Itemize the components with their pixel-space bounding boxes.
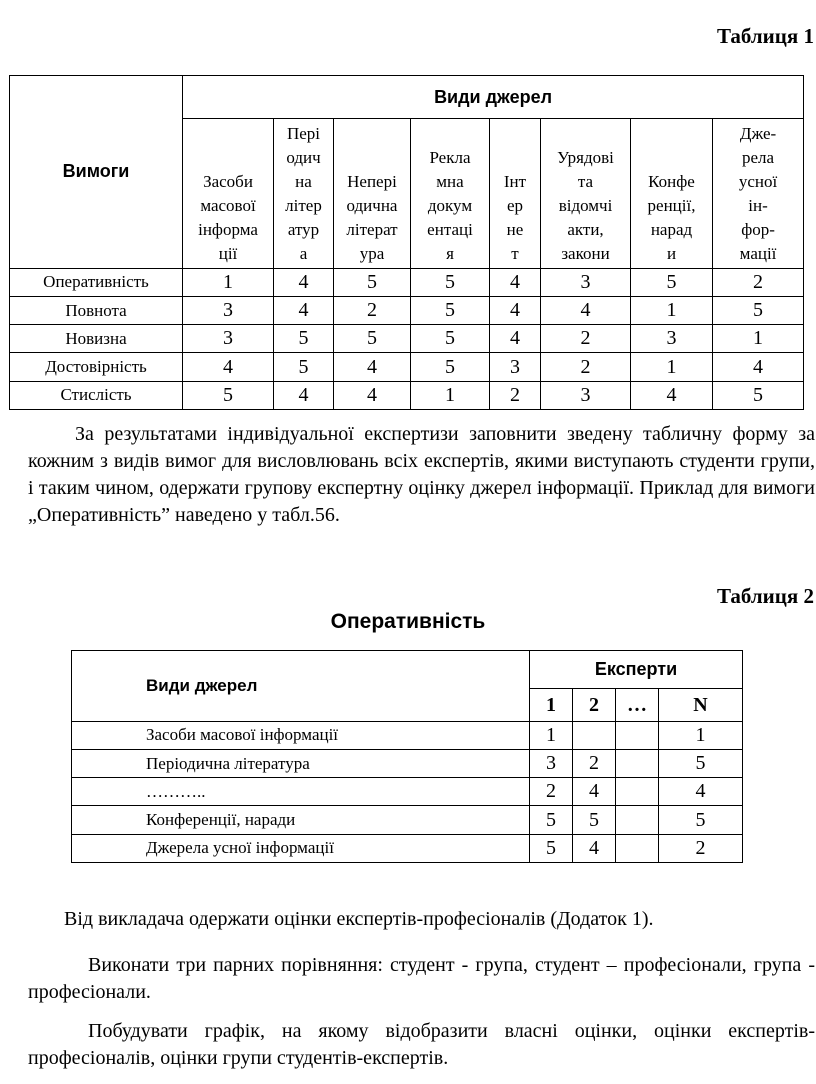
table2-sources-header: Види джерел xyxy=(72,651,530,722)
table2-cell xyxy=(616,749,659,777)
table1-cell: 3 xyxy=(183,325,274,353)
table1-cell: 5 xyxy=(713,381,804,409)
column-header-line: мації xyxy=(739,243,777,263)
table1-cell: 1 xyxy=(631,296,713,324)
table2-source-name: Конференції, наради xyxy=(72,806,530,834)
table1-cell: 2 xyxy=(541,353,631,381)
column-header-line: літерат xyxy=(346,219,398,239)
column-header-line: інформа xyxy=(198,219,258,239)
table2-expert-column: … xyxy=(616,689,659,721)
table-row xyxy=(72,834,743,862)
paragraph-4: Побудувати графік, на якому відобразити власні оцінки, оцінки експертів-професіоналів, оцінки групи студентів-експертів. xyxy=(28,1020,815,1069)
table1-cell: 2 xyxy=(713,268,804,296)
column-header-line: Інт xyxy=(503,171,527,191)
table1-row-name: Повнота xyxy=(10,296,183,324)
table2-caption: Таблиця 2 xyxy=(716,584,814,608)
table1 xyxy=(9,75,804,410)
column-header-line: рела xyxy=(742,147,775,167)
table2-cell: 5 xyxy=(530,834,573,862)
table1-column-header xyxy=(631,119,713,268)
table2-source-name: Засоби масової інформації xyxy=(72,721,530,749)
column-header-line: я xyxy=(446,243,454,263)
column-header-line: на xyxy=(295,171,312,191)
table2-cell: 5 xyxy=(530,806,573,834)
table1-column-header xyxy=(334,119,411,268)
table1-cell: 3 xyxy=(490,353,541,381)
table2-cell xyxy=(616,778,659,806)
column-header-line: ентаці xyxy=(427,219,473,239)
table1-cell: 3 xyxy=(541,381,631,409)
table1-cell: 2 xyxy=(334,296,411,324)
table1-cell: 5 xyxy=(411,353,490,381)
column-header-line: одична xyxy=(346,195,398,215)
table1-cell: 2 xyxy=(541,325,631,353)
table2-cell xyxy=(616,834,659,862)
table-row xyxy=(10,325,804,353)
table-row xyxy=(72,749,743,777)
table1-cell: 5 xyxy=(274,325,334,353)
table1-corner-header: Вимоги xyxy=(10,76,183,269)
column-header-line: акти, xyxy=(567,219,604,239)
table2-title: Оперативність xyxy=(330,610,486,633)
table1-row-name: Стислість xyxy=(10,381,183,409)
table1-cell: 4 xyxy=(713,353,804,381)
table1-cell: 4 xyxy=(334,381,411,409)
table1-cell: 5 xyxy=(411,325,490,353)
table2-expert-column: 1 xyxy=(530,689,573,721)
column-header-line: закони xyxy=(561,243,610,263)
table1-cell: 4 xyxy=(490,296,541,324)
paragraph-1: За результатами індивідуальної експертизи заповнити зведену табличну форму за кожним з видів вимог для висловлювань всіх експертів, якими виступають студенти групи, і таким чином, одержати групову експертну оцінку джерел інформації. Приклад для вимоги „Оперативність” наведено у табл.56. xyxy=(28,423,815,526)
column-header-line: Дже- xyxy=(739,123,777,143)
table-row xyxy=(10,353,804,381)
table2 xyxy=(71,650,743,863)
table1-cell: 4 xyxy=(274,268,334,296)
table2-cell: 5 xyxy=(573,806,616,834)
column-header-line: та xyxy=(577,171,594,191)
table1-row-name: Оперативність xyxy=(10,268,183,296)
table1-cell: 4 xyxy=(490,325,541,353)
table2-cell xyxy=(573,721,616,749)
table2-expert-column: N xyxy=(659,689,743,721)
table-row xyxy=(72,778,743,806)
column-header-line: усної xyxy=(738,171,778,191)
table1-column-header xyxy=(274,119,334,268)
table1-column-header xyxy=(183,119,274,268)
column-header-line: масової xyxy=(200,195,256,215)
table1-cell: 3 xyxy=(631,325,713,353)
table1-column-header xyxy=(541,119,631,268)
column-header-line: нарад xyxy=(650,219,693,239)
table1-cell: 5 xyxy=(183,381,274,409)
table1-cell: 4 xyxy=(274,381,334,409)
table1-cell: 3 xyxy=(183,296,274,324)
column-header-line: літер xyxy=(285,195,322,215)
table2-cell: 4 xyxy=(659,778,743,806)
table-row xyxy=(72,721,743,749)
column-header-line: ренції, xyxy=(647,195,696,215)
table1-cell: 5 xyxy=(411,268,490,296)
table2-cell: 1 xyxy=(530,721,573,749)
column-header-line: ура xyxy=(359,243,385,263)
table1-cell: 3 xyxy=(541,268,631,296)
table2-experts-header: Експерти xyxy=(530,651,743,689)
table2-source-name: Періодична література xyxy=(72,749,530,777)
table1-cell: 1 xyxy=(183,268,274,296)
column-header-line: Непері xyxy=(347,171,397,191)
column-header-line: Пері xyxy=(286,123,321,143)
table2-cell xyxy=(616,721,659,749)
table2-cell: 4 xyxy=(573,778,616,806)
column-header-line: а xyxy=(299,243,308,263)
table1-cell: 4 xyxy=(631,381,713,409)
table1-cell: 4 xyxy=(490,268,541,296)
table2-cell: 1 xyxy=(659,721,743,749)
column-header-line: ер xyxy=(506,195,524,215)
table1-column-header xyxy=(713,119,804,268)
column-header-line: не xyxy=(506,219,524,239)
table1-cell: 5 xyxy=(334,325,411,353)
table2-cell: 4 xyxy=(573,834,616,862)
table2-cell: 5 xyxy=(659,806,743,834)
table1-cell: 5 xyxy=(713,296,804,324)
table1-cell: 4 xyxy=(334,353,411,381)
column-header-line: Конфе xyxy=(648,171,695,191)
column-header-line: ін- xyxy=(748,195,768,215)
table2-cell: 2 xyxy=(530,778,573,806)
table1-cell: 1 xyxy=(411,381,490,409)
column-header-line: атур xyxy=(287,219,320,239)
table1-cell: 5 xyxy=(631,268,713,296)
column-header-line: фор- xyxy=(741,219,775,239)
column-header-line: и xyxy=(666,243,677,263)
table2-cell: 2 xyxy=(659,834,743,862)
table-row xyxy=(10,381,804,409)
column-header-line: відомчі xyxy=(558,195,613,215)
column-header-line: Рекла xyxy=(429,147,471,167)
column-header-line: Урядові xyxy=(557,147,614,167)
table1-group-header: Види джерел xyxy=(183,76,804,119)
table2-source-name: Джерела усної інформації xyxy=(72,834,530,862)
table-row xyxy=(72,806,743,834)
table1-row-name: Достовірність xyxy=(10,353,183,381)
paragraph-3: Виконати три парних порівняння: студент - група, студент – професіонали, група - професіонали. xyxy=(28,954,815,1003)
column-header-line: ції xyxy=(218,243,238,263)
column-header-line: мна xyxy=(436,171,464,191)
table1-cell: 2 xyxy=(490,381,541,409)
table2-source-name: ……….. xyxy=(72,778,530,806)
table2-cell: 2 xyxy=(573,749,616,777)
table1-caption: Таблиця 1 xyxy=(716,24,814,48)
table-row xyxy=(10,296,804,324)
column-header-line: Засоби xyxy=(203,171,253,191)
table1-cell: 1 xyxy=(631,353,713,381)
table1-cell: 5 xyxy=(411,296,490,324)
table2-expert-column: 2 xyxy=(573,689,616,721)
table1-cell: 1 xyxy=(713,325,804,353)
table1-cell: 5 xyxy=(334,268,411,296)
table1-column-header xyxy=(411,119,490,268)
table1-row-name: Новизна xyxy=(10,325,183,353)
table2-cell: 5 xyxy=(659,749,743,777)
table1-cell: 4 xyxy=(541,296,631,324)
column-header-line: докум xyxy=(427,195,473,215)
table1-column-header xyxy=(490,119,541,268)
table1-cell: 4 xyxy=(183,353,274,381)
table1-cell: 4 xyxy=(274,296,334,324)
table2-cell: 3 xyxy=(530,749,573,777)
column-header-line: одич xyxy=(286,147,321,167)
table-row xyxy=(10,268,804,296)
column-header-line: т xyxy=(511,243,519,263)
paragraph-2: Від викладача одержати оцінки експертів-професіоналів (Додаток 1). xyxy=(64,908,654,930)
table1-cell: 5 xyxy=(274,353,334,381)
table2-cell xyxy=(616,806,659,834)
